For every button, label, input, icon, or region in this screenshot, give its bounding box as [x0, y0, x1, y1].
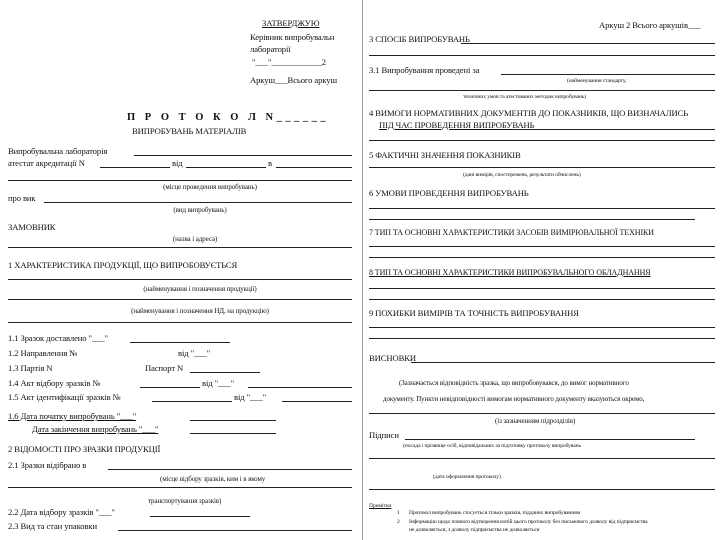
approval-head-line: Керівник випробувальн [250, 32, 335, 42]
item-2-1: 2.1 Зразки відібрано в [8, 460, 87, 470]
tests-line [44, 202, 352, 203]
s3-line-2 [369, 55, 715, 56]
item-2-2-line [150, 516, 250, 517]
signatures-line [405, 439, 695, 440]
acc-from-label: від [172, 158, 183, 168]
product-line [8, 279, 352, 280]
item-2-1-line-2 [8, 487, 352, 488]
accreditation-label: атестат акредитації N [8, 158, 85, 168]
s9-line [369, 327, 715, 328]
docs-caption: (найменування і позначення НД, на продукцію) [131, 307, 269, 315]
item-2-1-caption-2: транспортування зразків) [148, 497, 222, 505]
item-1-6-start-line [190, 420, 276, 421]
section4-heading-b: ПІД ЧАС ПРОВЕДЕННЯ ВИПРОБУВАНЬ [379, 120, 535, 130]
note-2b: не дозволяється, з дозволу підприємства не дозволяється [409, 527, 540, 533]
s31-line-2 [369, 90, 715, 91]
s4-line [513, 129, 715, 130]
s7-line [369, 246, 715, 247]
item-1-4-date-line [248, 387, 352, 388]
s5-line [369, 167, 715, 168]
section3-1: 3.1 Випробування проведені за [369, 65, 480, 75]
protocol-title: П Р О Т О К О Л N______ [127, 112, 330, 123]
test-place-caption: (місце проведення випробувань) [163, 183, 257, 191]
item-1-1: 1.1 Зразок доставлено "___" [8, 333, 108, 343]
s7-line-2 [369, 257, 715, 258]
item-1-4-from: від "___" [202, 378, 234, 388]
approval-lab-line: лабораторії [250, 44, 291, 54]
signatures-line-2 [369, 458, 715, 459]
docs-line-2 [8, 322, 352, 323]
notes-label: Примітки [369, 503, 392, 509]
tests-label: про вик [8, 193, 36, 203]
s31-line [501, 74, 715, 75]
item-1-5-date-line [282, 401, 352, 402]
note-2: Інформацію щодо повного відтворення копій цього протоколу без письмового дозволу від підприємства [409, 519, 648, 525]
test-type-caption: (вид випробувань) [173, 206, 227, 214]
section5-heading: 5 ФАКТИЧНІ ЗНАЧЕННЯ ПОКАЗНИКІВ [369, 150, 521, 160]
s8-line [369, 288, 715, 289]
protocol-page-1 [0, 0, 355, 540]
item-1-1-line [130, 342, 230, 343]
approval-date-line: "___"____________2 [252, 57, 326, 67]
s6-line [369, 208, 715, 209]
section9-heading: 9 ПОХИБКИ ВИМІРІВ ТА ТОЧНІСТЬ ВИПРОБУВАННЯ [369, 308, 579, 318]
protocol-page-2 [362, 0, 718, 540]
note-number-2: 2 [397, 519, 400, 525]
item-1-5: 1.5 Акт ідентифікації зразків № [8, 392, 121, 402]
conclusions-caption-2: документу. Пункти невідповідності вимогам нормативного документу вказуються окремо, [383, 395, 645, 403]
customer-line [8, 247, 352, 248]
s31-caption-2: технічних умов та атестованих методик випробувань) [463, 94, 587, 100]
customer-caption: (назва і адреса) [172, 235, 218, 243]
item-1-4: 1.4 Акт відбору зразків № [8, 378, 101, 388]
s9-line-2 [369, 338, 715, 339]
acc-in-line [276, 167, 352, 168]
item-1-6-start: 1.6 Дата початку випробувань "___" [8, 411, 137, 421]
item-1-3-passport: Паспорт N [145, 363, 184, 373]
s5-caption: (дані вимірів, спостережень, результати обчислень) [463, 172, 581, 178]
item-1-2-from: від "___" [178, 348, 210, 358]
item-1-4-line [140, 387, 200, 388]
conclusions-line [411, 362, 715, 363]
item-1-6-end-line [190, 433, 276, 434]
place-line [8, 180, 352, 181]
item-1-2: 1.2 Направлення № [8, 348, 78, 358]
s4-line-2 [369, 140, 715, 141]
item-1-5-from: від "___" [234, 392, 266, 402]
lab-label: Випробувальна лабораторія [8, 146, 108, 156]
item-2-1-line [108, 469, 352, 470]
sheet-counter: Аркуш 2 Всього аркушів___ [599, 20, 701, 30]
item-2-3-line [118, 530, 352, 531]
conclusions-line-2 [369, 413, 715, 414]
signatures-caption: (посада і прізвище осіб, відповідальних за підготовку протоколу випробувань [403, 443, 582, 449]
section6-heading: 6 УМОВИ ПРОВЕДЕННЯ ВИПРОБУВАНЬ [369, 188, 529, 198]
approval-heading: ЗАТВЕРДЖУЮ [262, 18, 320, 28]
acc-number-line [100, 167, 170, 168]
acc-in-label: в [268, 158, 272, 168]
section3-heading: 3 СПОСІБ ВИПРОБУВАНЬ [369, 34, 470, 44]
section7-heading: 7 ТИП ТА ОСНОВНІ ХАРАКТЕРИСТИКИ ЗАСОБІВ ВИМІРЮВАЛЬНОЇ ТЕХНІКИ [369, 228, 654, 237]
signatures-caption-2: (дата оформлення протоколу) [433, 474, 501, 480]
item-1-3: 1.3 Партія N [8, 363, 53, 373]
section1-heading: 1 ХАРАКТЕРИСТИКА ПРОДУКЦІЇ, ЩО ВИПРОБОВУЄТЬСЯ [8, 260, 238, 270]
product-caption: (найменування і позначення продукції) [143, 285, 257, 293]
item-2-3: 2.3 Вид та стан упаковки [8, 521, 97, 531]
section8-heading: 8 ТИП ТА ОСНОВНІ ХАРАКТЕРИСТИКИ ВИПРОБУВАЛЬНОГО ОБЛАДНАННЯ [369, 268, 651, 277]
approval-sheet-line: Аркуш___Всього аркуш [250, 75, 337, 85]
s8-line-2 [369, 299, 715, 300]
customer-label: ЗАМОВНИК [8, 222, 56, 232]
section4-heading: 4 ВИМОГИ НОРМАТИВНИХ ДОКУМЕНТІВ ДО ПОКАЗНИКІВ, ЩО ВИЗНАЧАЛИСЬ [369, 108, 689, 118]
note-1: Протокол випробувань стосується тільки зразків, підданих випробуванням [409, 510, 581, 516]
acc-date-line [186, 167, 266, 168]
s3-line [461, 43, 715, 44]
lab-line [134, 155, 352, 156]
item-2-2: 2.2 Дата відбору зразків "___" [8, 507, 115, 517]
conclusions-caption: (Зазначається відповідність зразка, що випробовувався, до вимог нормативного [399, 379, 629, 387]
item-2-1-caption: (місце відбору зразків, ким і в якому [160, 475, 266, 483]
conclusions-heading: ВИСНОВКИ [369, 353, 416, 363]
s31-caption: (найменування стандарту, [567, 78, 627, 84]
conclusions-caption-3: (із зазначенням підрозділів) [495, 417, 576, 425]
docs-line [8, 299, 352, 300]
note-number-1: 1 [397, 510, 400, 516]
section2-heading: 2 ВІДОМОСТІ ПРО ЗРАЗКИ ПРОДУКЦІЇ [8, 444, 161, 454]
protocol-subtitle: ВИПРОБУВАНЬ МАТЕРІАЛІВ [132, 126, 247, 136]
signatures-label: Підписи [369, 430, 399, 440]
item-1-3-line [190, 372, 260, 373]
item-1-5-line [152, 401, 232, 402]
item-1-6-end: Дата закінчення випробувань "___" [32, 424, 159, 434]
s6-line-2 [369, 219, 695, 220]
signatures-line-3 [369, 489, 715, 490]
